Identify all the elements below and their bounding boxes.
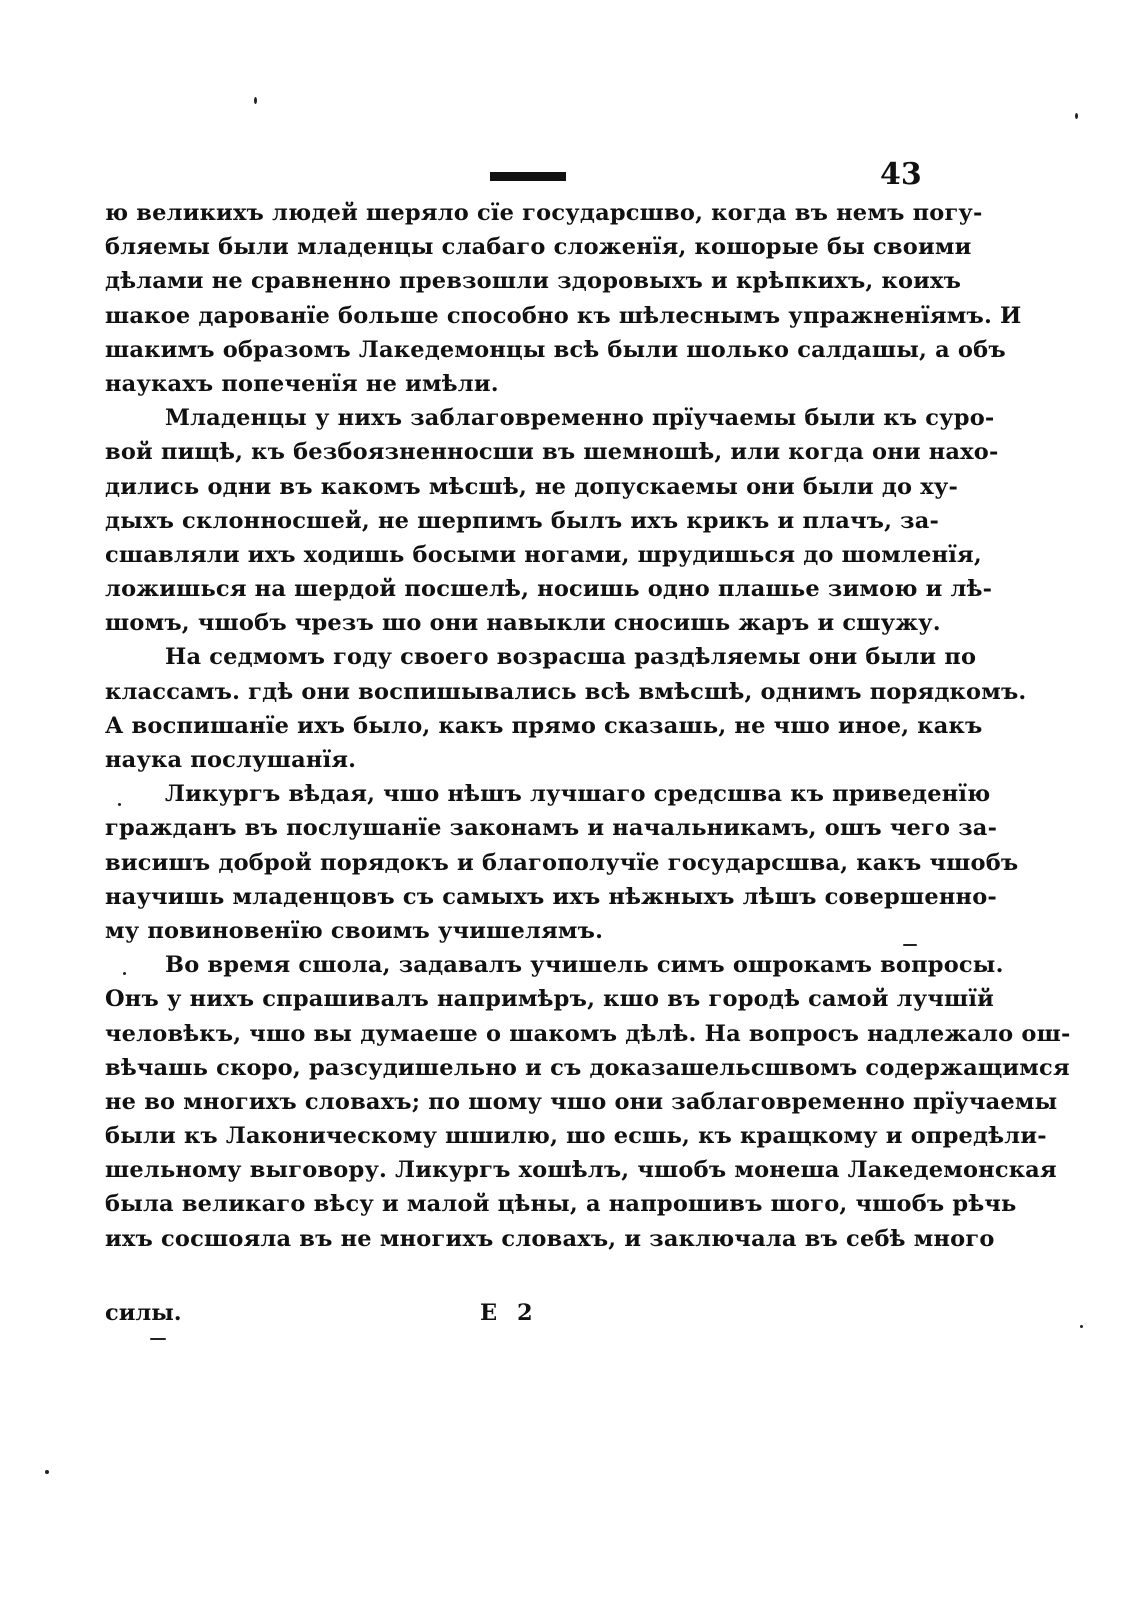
text-line: были къ Лаконическому шшилю, шо есшь, къ кращкому и опредѣли-: [105, 1123, 1047, 1150]
text-line: На седмомъ году своего возрасша раздѣляемы они были по: [165, 644, 977, 671]
text-line: шомъ, чшобъ чрезъ шо они навыкли сносишь жаръ и сшужу.: [105, 610, 941, 637]
signature-mark: Е 2: [480, 1300, 539, 1326]
text-line: шакое дарованїе больше способно къ шѣлеснымъ упражненїямъ. И: [105, 302, 1022, 329]
text-line: дѣлами не сравненно превзошли здоровыхъ и крѣпкихъ, коихъ: [105, 268, 962, 295]
page-footer: [105, 1296, 935, 1332]
text-line: была великаго вѣсу и малой цѣны, а напрошивъ шого, чшобъ рѣчь: [105, 1191, 1017, 1218]
text-line: му повиновенїю своимъ учишелямъ.: [105, 917, 604, 944]
text-line: А воспишанїе ихъ было, какъ прямо сказашь, не чшо иное, какъ: [105, 712, 983, 739]
text-line: вой пищѣ, къ безбоязненносши въ шемношѣ, или когда они нахо-: [105, 439, 999, 466]
text-line: сшавляли ихъ ходишь босыми ногами, шрудишься до шомленїя,: [105, 541, 982, 568]
scan-speck: [45, 1470, 49, 1474]
text-line: наука послушанїя.: [105, 747, 357, 773]
scan-speck: [123, 972, 126, 975]
text-line: Онъ у нихъ спрашивалъ напримѣръ, кшо въ городѣ самой лучшїй: [105, 986, 995, 1013]
text-line: ложишься на шердой посшелѣ, носишь одно плашье зимою и лѣ-: [105, 576, 993, 603]
text-line: ю великихъ людей шеряло сїе государсшво, когда въ немъ погу-: [105, 200, 983, 226]
text-line: научишь младенцовъ съ самыхъ ихъ нѣжныхъ лѣшъ совершенно-: [105, 883, 997, 910]
scan-speck: [118, 803, 121, 806]
text-line: вѣчашь скоро, разсудишельно и съ доказашельсшвомъ содержащимся: [105, 1054, 1070, 1081]
text-line: дыхъ склонносшей, не шерпимъ былъ ихъ крикъ и плачъ, за-: [105, 507, 940, 534]
text-line: Ликургъ вѣдая, чшо нѣшъ лучшаго средсшва къ приведенїю: [165, 781, 991, 808]
text-line: Младенцы у нихъ заблаговременно прїучаемы были къ суро-: [165, 405, 995, 432]
text-line: человѣкъ, чшо вы думаеше о шакомъ дѣлѣ. На вопросъ надлежало ош-: [105, 1020, 1071, 1047]
scan-speck: [1075, 113, 1078, 119]
text-line: наукахъ попеченїя не имѣли.: [105, 370, 499, 397]
text-line: шакимъ образомъ Лакедемонцы всѣ были шолько салдашы, а объ: [105, 336, 1006, 363]
scan-speck: [1080, 1325, 1083, 1328]
text-line: ихъ сосшояла въ не многихъ словахъ, и заключала въ себѣ много: [105, 1225, 995, 1252]
last-line: силы.: [105, 1300, 182, 1326]
text-line: классамъ. гдѣ они воспишывались всѣ вмѣсшѣ, однимъ порядкомъ.: [105, 678, 1027, 705]
text-line: бляемы были младенцы слабаго сложенїя, кошорые бы своими: [105, 234, 972, 261]
text-line: Во время сшола, задавалъ учишель симъ ошрокамъ вопросы.: [165, 952, 1004, 979]
text-line: не во многихъ словахъ; по шому чшо они заблаговременно прїучаемы: [105, 1088, 1058, 1115]
text-line: гражданъ въ послушанїе законамъ и начальникамъ, ошъ чего за-: [105, 815, 998, 842]
header-rule: [490, 172, 566, 181]
text-line: дились одни въ какомъ мѣсшѣ, не допускаемы они были до ху-: [105, 473, 959, 500]
text-line: шельному выговору. Ликургъ хошѣлъ, чшобъ монеша Лакедемонская: [105, 1157, 1057, 1184]
scan-speck: [150, 1338, 166, 1340]
text-line: висишъ доброй порядокъ и благополучїе государсшва, какъ чшобъ: [105, 849, 1019, 876]
body-text: [105, 196, 1071, 1256]
page-number: 43: [880, 157, 922, 192]
scan-speck: [254, 97, 257, 104]
scan-speck: [903, 944, 917, 946]
